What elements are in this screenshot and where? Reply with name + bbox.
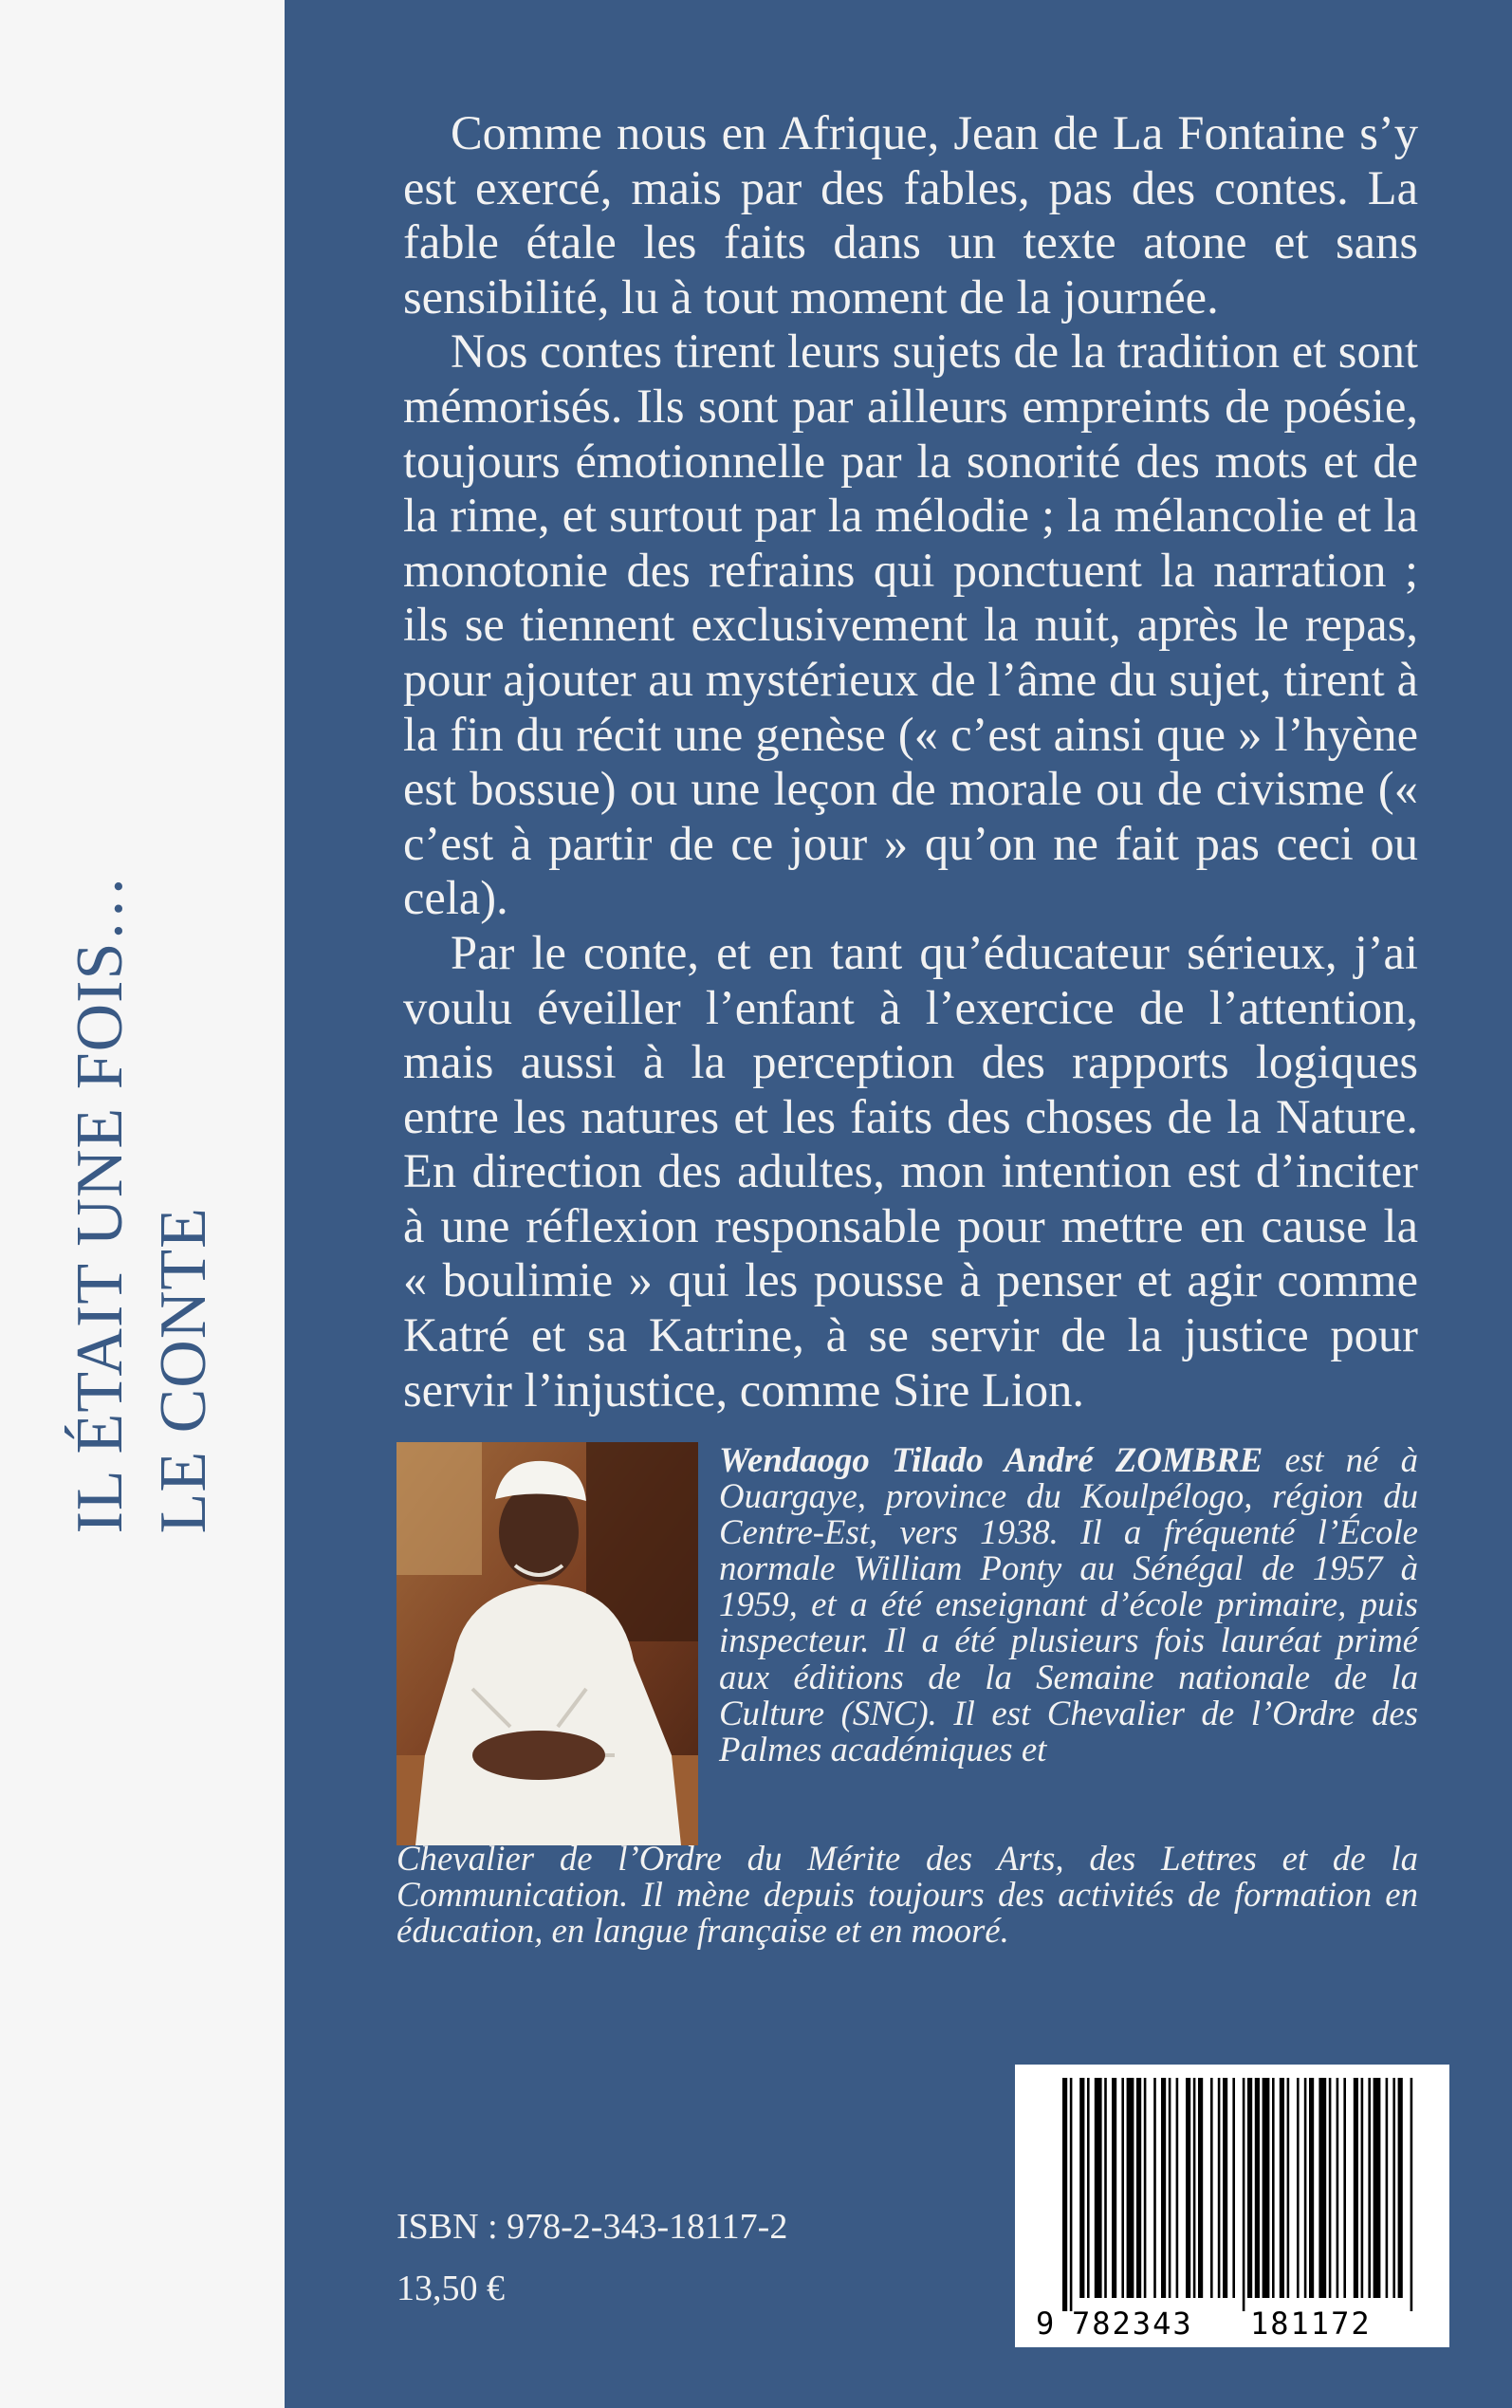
barcode-bar: [1223, 2078, 1227, 2298]
barcode-bar: [1343, 2078, 1346, 2298]
spine-title-line-2: LE CONTE: [147, 1207, 220, 1534]
blurb-paragraph: Par le conte, et en tant qu’éducateur sérieux, j’ai voulu éveiller l’enfant à l’exercice de l’attention, mais aussi à la perception des rapports logiques entre les natures et les faits des choses de la Nature. En direction des adultes, mon intention est d’inciter à une réflexion responsable pour mettre en cause la « boulimie » qui les pousse à penser et agir comme Katré et sa Katrine, à se servir de la justice pour servir l’injustice, comme Sire Lion.: [403, 925, 1418, 1417]
barcode-bar: [1263, 2078, 1270, 2298]
barcode-first-digit: 9: [1036, 2306, 1055, 2342]
barcode-bar: [1243, 2078, 1245, 2311]
barcode-bar: [1272, 2078, 1275, 2298]
blurb-paragraph: Comme nous en Afrique, Jean de La Fontaine s’y est exercé, mais par des fables, pas des contes. La fable étale les faits dans un texte atone et sans sensibilité, lu à tout moment de la journée.: [403, 106, 1418, 324]
isbn: ISBN : 978-2-343-18117-2: [396, 2207, 788, 2247]
barcode-bar: [1104, 2078, 1107, 2298]
barcode-bar: [1297, 2078, 1300, 2298]
spine-title-line-1: IL ÉTAIT UNE FOIS…: [64, 874, 137, 1534]
barcode-bar: [1392, 2078, 1395, 2298]
barcode-bar: [1354, 2078, 1358, 2298]
author-bio-continued: Chevalier de l’Ordre du Mérite des Arts, des Lettres et de la Communication. Il mène depuis toujours des activités de formation en éducation, en langue française et en mooré.: [396, 1839, 1418, 1951]
back-cover-blurb: [403, 106, 1418, 1417]
barcode-bar: [1198, 2078, 1203, 2298]
barcode-bar: [1176, 2078, 1179, 2298]
barcode-bar: [1368, 2078, 1371, 2298]
spine: [0, 0, 285, 2408]
barcode-bar: [1095, 2078, 1102, 2298]
barcode-icon: [1015, 2065, 1449, 2347]
barcode-bar: [1112, 2078, 1116, 2298]
barcode-bar: [1280, 2078, 1284, 2298]
barcode-bar: [1062, 2078, 1067, 2311]
barcode-bar: [1153, 2078, 1156, 2298]
barcode-bar: [1210, 2078, 1213, 2298]
barcode-bar: [1161, 2078, 1166, 2298]
barcode-bar: [1329, 2078, 1332, 2298]
barcode-group-1: 782343: [1072, 2306, 1193, 2342]
barcode-bar: [1247, 2078, 1252, 2298]
barcode-bar: [1318, 2078, 1326, 2298]
author-name: Wendaogo Tilado André ZOMBRE: [719, 1440, 1263, 1479]
author-bio: [719, 1442, 1418, 1768]
price: 13,50 €: [396, 2269, 505, 2308]
barcode: [1015, 2065, 1449, 2347]
barcode-bar: [1087, 2078, 1090, 2298]
barcode-bar: [1144, 2078, 1147, 2298]
barcode-bar: [1186, 2078, 1190, 2298]
barcode-bar: [1121, 2078, 1124, 2298]
author-bio-text: est né à Ouargaye, province du Koulpélogo, région du Centre-Est, vers 1938. Il a fréquenté l’École normale William Ponty au Sénégal de 1957 à 1959, et a été enseignant d’école primaire, puis inspecteur. Il a été plusieurs fois lauréat primé aux éditions de la Semaine nationale de la Culture (SNC). Il est Chevalier de l’Ordre des Palmes académiques et: [719, 1440, 1419, 1769]
barcode-bar: [1287, 2078, 1290, 2298]
barcode-bar: [1411, 2078, 1413, 2311]
barcode-bar: [1255, 2078, 1260, 2298]
spine-title: [59, 875, 226, 1534]
barcode-bar: [1304, 2078, 1307, 2298]
barcode-group-2: 181172: [1250, 2306, 1372, 2342]
barcode-bar: [1361, 2078, 1364, 2298]
barcode-bar: [1193, 2078, 1196, 2298]
barcode-bar: [1398, 2078, 1403, 2298]
barcode-bar: [1218, 2078, 1221, 2298]
barcode-bar: [1374, 2078, 1381, 2298]
blurb-paragraph: Nos contes tirent leurs sujets de la tradition et sont mémorisés. Ils sont par ailleurs empreints de poésie, toujours émotionnelle par la sonorité des mots et de la rime, et surtout par la mélodie ; la mélancolie et la monotonie des refrains qui ponctuent la narration ; ils se tiennent exclusivement la nuit, après le repas, pour ajouter au mystérieux de l’âme du sujet, tirent à la fin du récit une genèse (« c’est ainsi que » l’hyène est bossue) ou une leçon de morale ou de civisme (« c’est à partir de ce jour » qu’on ne fait pas ceci ou cela).: [403, 324, 1418, 925]
author-portrait-icon: [396, 1442, 698, 1845]
barcode-bar: [1127, 2078, 1134, 2298]
author-photo: [396, 1442, 698, 1845]
barcode-bar: [1232, 2078, 1235, 2298]
barcode-bar: [1079, 2078, 1084, 2298]
barcode-bar: [1169, 2078, 1171, 2298]
barcode-bar: [1070, 2078, 1073, 2311]
barcode-bar: [1386, 2078, 1389, 2298]
barcode-bar: [1309, 2078, 1314, 2298]
barcode-bar: [1337, 2078, 1339, 2298]
barcode-bar: [1136, 2078, 1141, 2298]
